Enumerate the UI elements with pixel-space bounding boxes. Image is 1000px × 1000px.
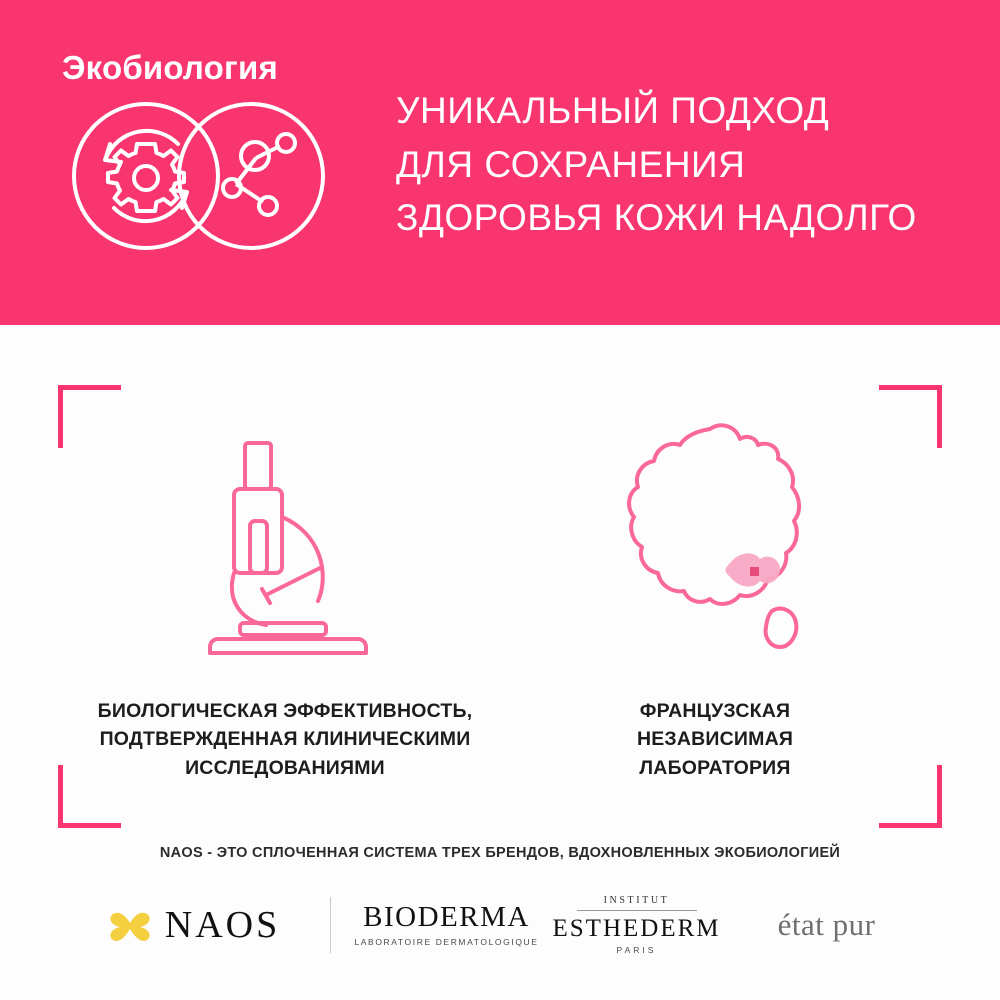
headline-line-3: ЗДОРОВЬЯ КОЖИ НАДОЛГО bbox=[396, 197, 917, 239]
feature-caption-line-1: ФРАНЦУЗСКАЯ bbox=[639, 700, 791, 722]
feature-french-lab bbox=[500, 415, 930, 782]
ecobiology-logo-block bbox=[58, 50, 358, 261]
microscope-icon bbox=[170, 415, 400, 675]
feature-caption-line-1: БИОЛОГИЧЕСКАЯ ЭФФЕКТИВНОСТЬ, bbox=[97, 700, 473, 722]
bioderma-subtitle: LABORATOIRE DERMATOLOGIQUE bbox=[354, 937, 539, 948]
bioderma-wordmark: BIODERMA bbox=[363, 901, 530, 934]
feature-clinical-efficacy bbox=[70, 415, 500, 782]
headline bbox=[396, 84, 976, 245]
feature-caption-line-3: ИССЛЕДОВАНИЯМИ bbox=[185, 756, 385, 779]
etat-pur-wordmark: état pur bbox=[777, 907, 876, 942]
esthederm-subtitle: PARIS bbox=[616, 944, 657, 955]
brand-divider bbox=[330, 897, 331, 953]
headline-line-2: ДЛЯ СОХРАНЕНИЯ bbox=[396, 143, 746, 185]
france-map-icon bbox=[600, 415, 830, 675]
esthederm-institut-label: INSTITUT bbox=[603, 894, 670, 906]
naos-flower-icon bbox=[107, 900, 153, 951]
feature-caption-line-3: ЛАБОРАТОРИЯ bbox=[639, 756, 791, 779]
headline-line-1: УНИКАЛЬНЫЙ ПОДХОД bbox=[396, 90, 830, 131]
feature-caption bbox=[637, 697, 793, 782]
naos-wordmark: NAOS bbox=[164, 904, 281, 946]
feature-caption-line-2: ПОДТВЕРЖДЕННАЯ КЛИНИЧЕСКИМИ bbox=[99, 728, 471, 751]
brand-logo-bioderma bbox=[347, 889, 547, 961]
brand-logo-etat-pur bbox=[727, 889, 927, 961]
feature-caption bbox=[98, 697, 473, 782]
gear-molecule-icon bbox=[58, 96, 358, 261]
features-row bbox=[70, 415, 930, 782]
ecobiology-label: Экобиология bbox=[62, 49, 278, 86]
esthederm-wordmark: ESTHEDERM bbox=[552, 914, 721, 942]
footer-tagline: NAOS - ЭТО СПЛОЧЕННАЯ СИСТЕМА ТРЕХ БРЕНДОВ, ВДОХНОВЛЕННЫХ ЭКОБИОЛОГИЕЙ bbox=[159, 845, 841, 861]
brand-logos-row bbox=[0, 885, 1000, 965]
brand-logo-naos bbox=[74, 889, 314, 961]
feature-caption-line-2: НЕЗАВИСИМАЯ bbox=[636, 728, 794, 751]
brand-logo-esthederm bbox=[547, 889, 727, 961]
esthederm-rule bbox=[577, 910, 697, 911]
header-banner bbox=[0, 0, 1000, 325]
